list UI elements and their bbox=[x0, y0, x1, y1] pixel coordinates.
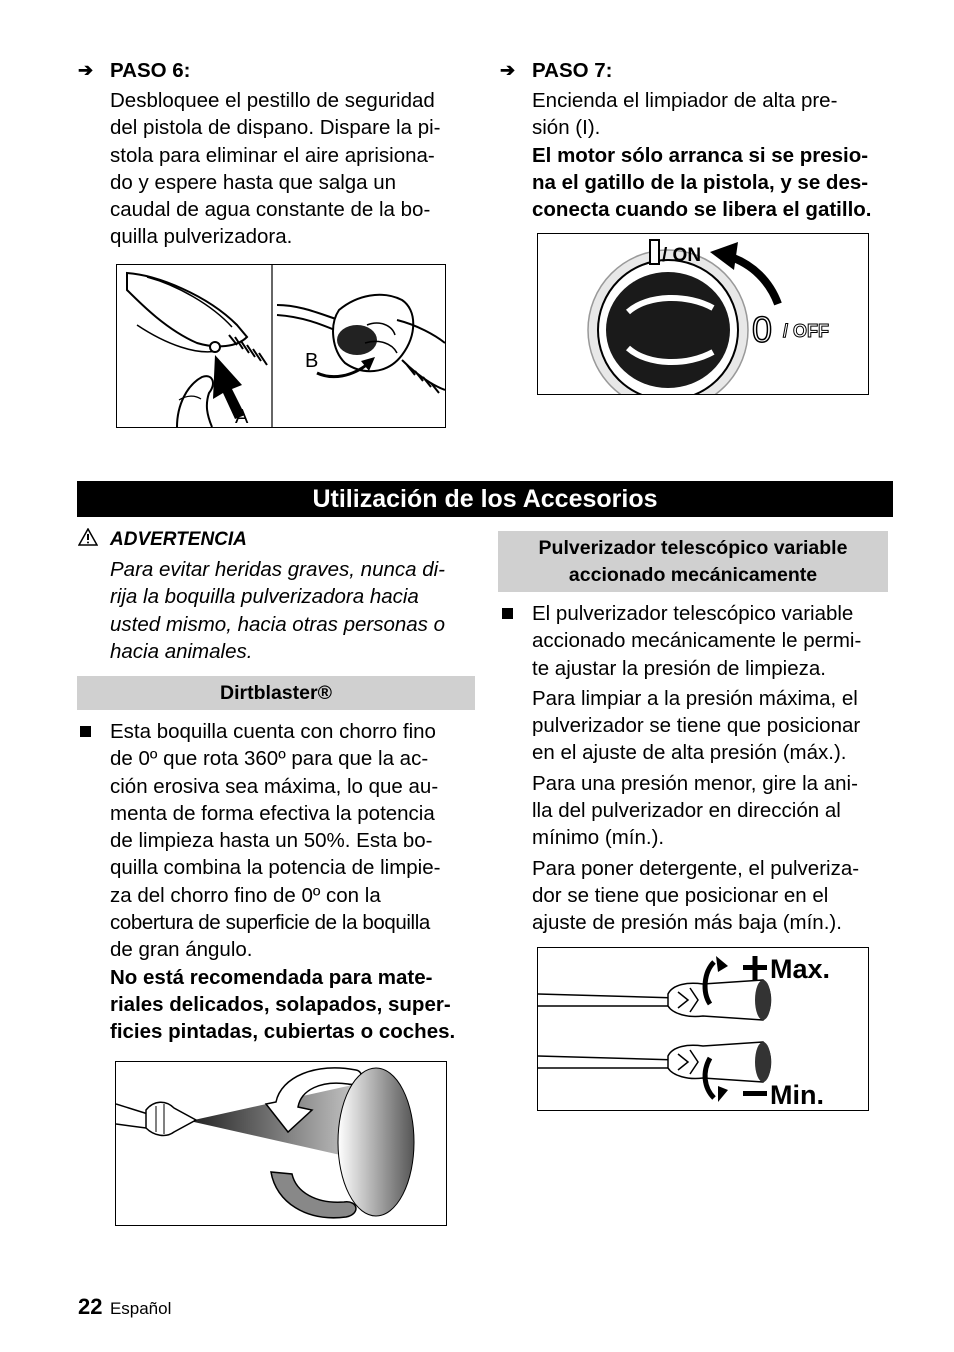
sprayer-text bbox=[532, 600, 861, 937]
text-line: del pistola de dispano. Dispare la pi- bbox=[110, 116, 441, 140]
text-line: cobertura de superficie de la boquilla bbox=[110, 911, 430, 935]
warning-text bbox=[110, 556, 445, 665]
text-line: conecta cuando se libera el gatillo. bbox=[532, 198, 872, 222]
off-label: / OFF bbox=[783, 321, 829, 341]
sprayer-figure bbox=[537, 947, 869, 1111]
text-line: Para poner detergente, el pulveriza- bbox=[532, 856, 860, 880]
text-line: quilla pulverizadora. bbox=[110, 225, 293, 249]
arrow-right-icon: ➔ bbox=[500, 60, 516, 80]
step6-text bbox=[110, 87, 440, 251]
text-line: do y espere hasta que salga un bbox=[110, 170, 397, 194]
text-line: No está recomendada para mate- bbox=[110, 965, 433, 989]
bullet-icon bbox=[80, 726, 91, 737]
text-line: de limpieza hasta un 50%. Esta bo- bbox=[110, 829, 433, 853]
text-line: Para una presión menor, gire la ani- bbox=[532, 771, 858, 795]
text-line: de gran ángulo. bbox=[110, 938, 253, 962]
text-line: menta de forma efectiva la potencia bbox=[110, 801, 435, 825]
text-line: sión (I). bbox=[532, 116, 601, 140]
step7-text bbox=[532, 87, 872, 223]
warning-icon bbox=[78, 528, 98, 551]
text-line: na el gatillo de la pistola, y se des- bbox=[532, 170, 869, 194]
page-number: 22 bbox=[78, 1294, 103, 1319]
heading-line: Pulverizador telescópico variable bbox=[538, 537, 848, 559]
text-line: za del chorro fino de 0º con la bbox=[110, 883, 381, 907]
max-label: Max. bbox=[770, 954, 831, 984]
dirtblaster-text bbox=[110, 718, 455, 1046]
text-line: hacia animales. bbox=[110, 639, 253, 663]
pressure-adjust-illustration bbox=[538, 948, 868, 1110]
step7-figure bbox=[537, 233, 869, 395]
text-line: pulverizador se tiene que posicionar bbox=[532, 714, 861, 738]
text-line: mínimo (mín.). bbox=[532, 826, 665, 850]
text-line: Encienda el limpiador de alta pre- bbox=[532, 89, 838, 112]
section-title: Utilización de los Accesorios bbox=[77, 481, 893, 517]
heading-line: accionado mecánicamente bbox=[568, 564, 818, 586]
text-line: riales delicados, solapados, super- bbox=[110, 992, 451, 1016]
text-line: Desbloquee el pestillo de seguridad bbox=[110, 89, 435, 112]
step6-figure bbox=[116, 264, 446, 428]
off-symbol: 0 bbox=[752, 309, 773, 350]
text-line: ción erosiva sea máxima, lo que au- bbox=[110, 774, 439, 798]
page-footer bbox=[78, 1294, 171, 1320]
bullet-icon bbox=[502, 608, 513, 619]
power-switch-illustration bbox=[538, 234, 868, 394]
text-line: Para limpiar a la presión máxima, el bbox=[532, 686, 858, 710]
text-line: Esta boquilla cuenta con chorro fino bbox=[110, 720, 436, 743]
warning-title: ADVERTENCIA bbox=[110, 529, 247, 550]
figure-label-a: A bbox=[235, 406, 249, 427]
text-line: El motor sólo arranca si se presio- bbox=[532, 143, 869, 167]
step6-heading: PASO 6: bbox=[110, 59, 191, 82]
text-line: Para evitar heridas graves, nunca di- bbox=[110, 558, 446, 581]
text-line: caudal de agua constante de la bo- bbox=[110, 198, 431, 222]
text-line: accionado mecánicamente le permi- bbox=[532, 629, 862, 653]
text-line: te ajustar la presión de limpieza. bbox=[532, 656, 826, 680]
text-line: ajuste de presión más baja (mín.). bbox=[532, 911, 842, 935]
text-line: de 0º que rota 360º para que la ac- bbox=[110, 747, 429, 771]
trigger-illustration bbox=[117, 265, 445, 427]
dirtblaster-heading: Dirtblaster® bbox=[77, 676, 475, 710]
footer-language: Español bbox=[109, 1299, 172, 1318]
text-line: rija la boquilla pulverizadora hacia bbox=[110, 585, 419, 609]
figure-label-b: B bbox=[305, 350, 319, 372]
rotating-nozzle-illustration bbox=[116, 1062, 446, 1225]
text-line: El pulverizador telescópico variable bbox=[532, 602, 854, 625]
dirtblaster-figure bbox=[115, 1061, 447, 1226]
text-line: dor se tiene que posicionar en el bbox=[532, 883, 829, 907]
text-line: ficies pintadas, cubiertas o coches. bbox=[110, 1020, 456, 1044]
step7-heading: PASO 7: bbox=[532, 59, 613, 82]
on-label: / ON bbox=[662, 245, 702, 266]
text-line: lla del pulverizador en dirección al bbox=[532, 799, 841, 823]
text-line: usted mismo, hacia otras personas o bbox=[110, 612, 445, 636]
sprayer-heading bbox=[498, 531, 888, 592]
text-line: quilla combina la potencia de limpie- bbox=[110, 856, 441, 880]
arrow-right-icon: ➔ bbox=[78, 60, 94, 80]
text-line: en el ajuste de alta presión (máx.). bbox=[532, 741, 847, 765]
min-label: Min. bbox=[770, 1080, 824, 1110]
text-line: stola para eliminar el aire aprisiona- bbox=[110, 143, 435, 167]
